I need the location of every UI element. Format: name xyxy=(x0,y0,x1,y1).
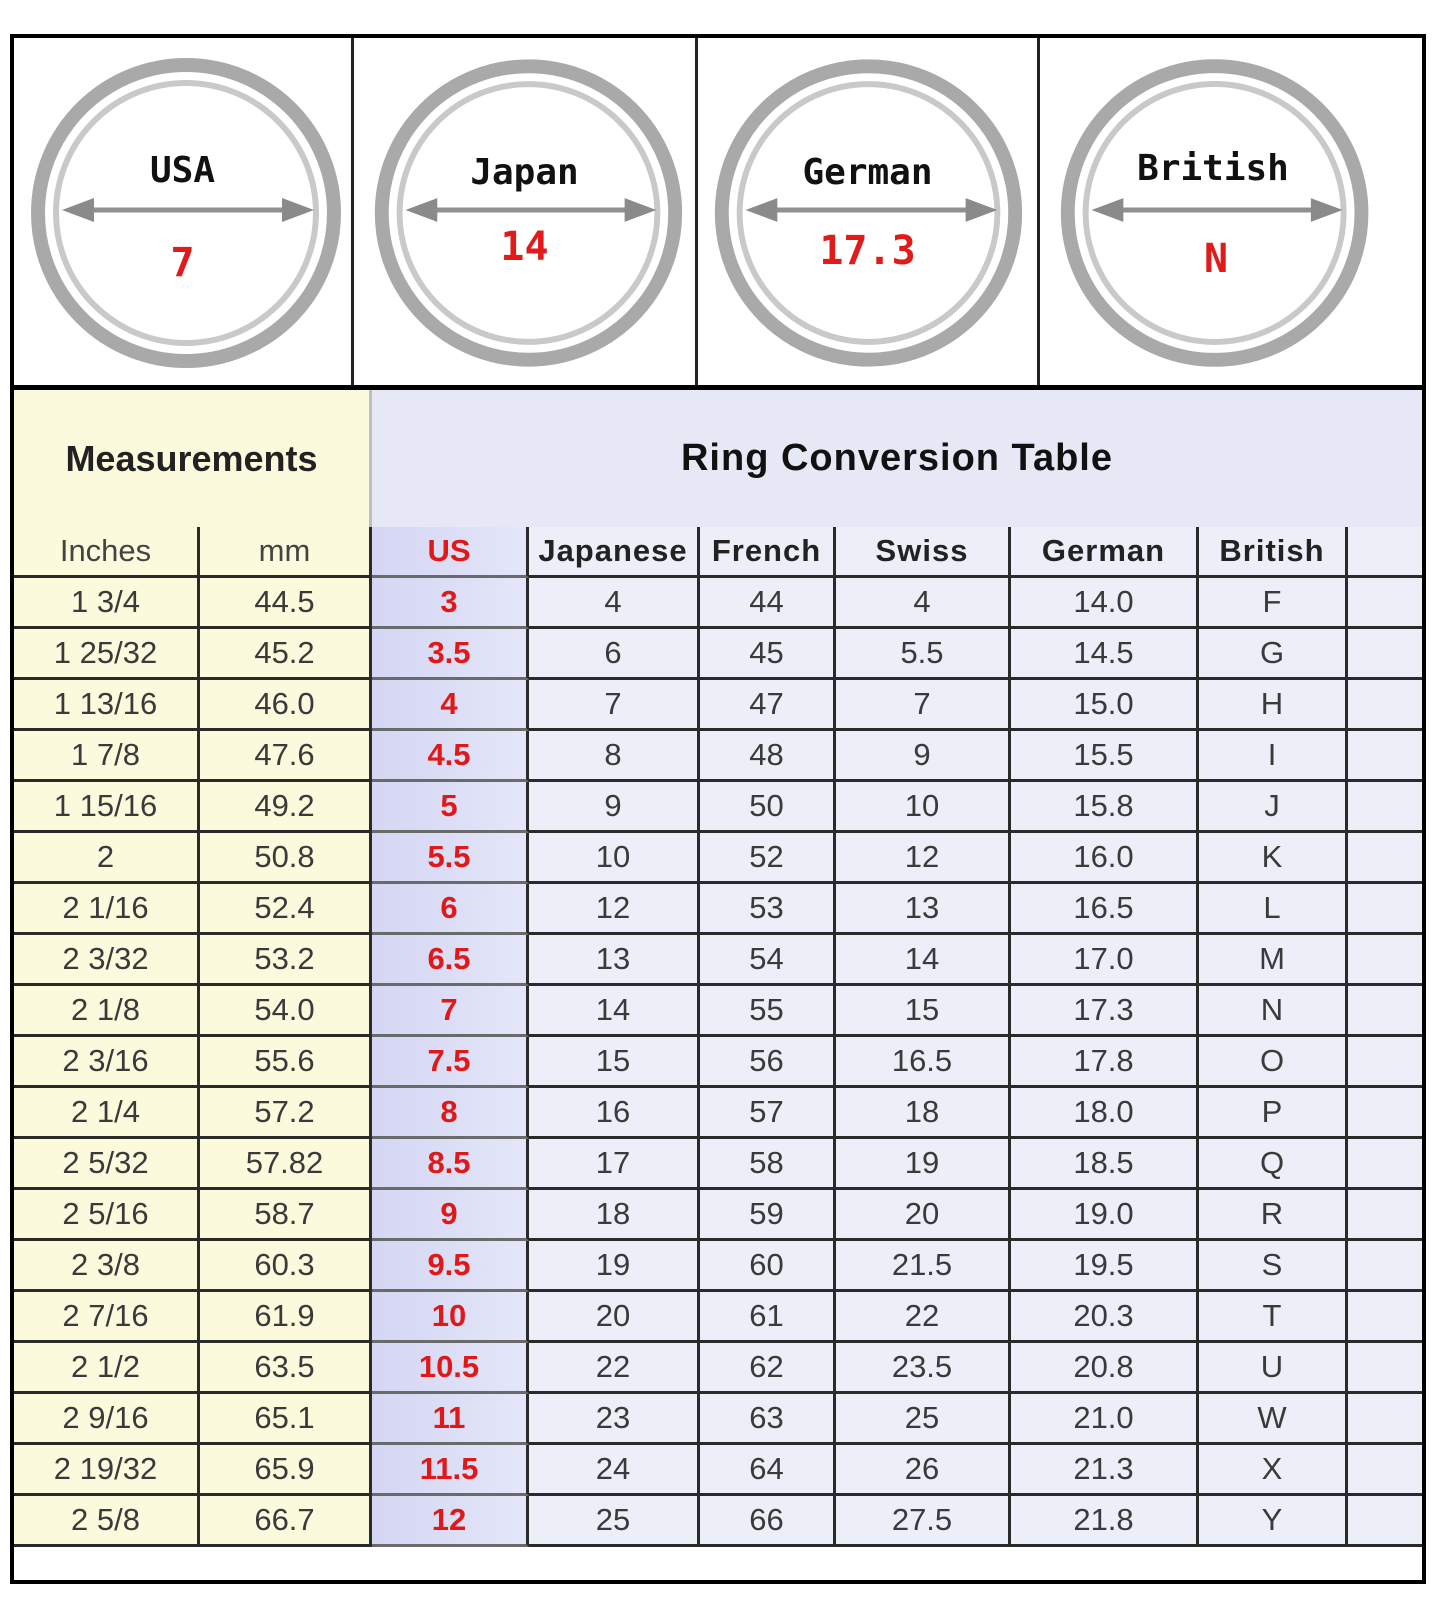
table-row xyxy=(14,1394,1422,1445)
column-spacer xyxy=(1348,1496,1422,1547)
british-size-cell: P xyxy=(1199,1088,1348,1139)
german-size-cell: 14.0 xyxy=(1011,578,1199,629)
british-size-cell: W xyxy=(1199,1394,1348,1445)
german-size-cell: 20.3 xyxy=(1011,1292,1199,1343)
swiss-size-cell: 13 xyxy=(836,884,1011,935)
inches-cell: 2 3/32 xyxy=(14,935,200,986)
column-spacer xyxy=(1348,1445,1422,1496)
table-row xyxy=(14,731,1422,782)
german-size-cell: 20.8 xyxy=(1011,1343,1199,1394)
swiss-size-cell: 25 xyxy=(836,1394,1011,1445)
japanese-size-cell: 10 xyxy=(529,833,700,884)
swiss-size-cell: 12 xyxy=(836,833,1011,884)
german-size-cell: 16.5 xyxy=(1011,884,1199,935)
german-size-cell: 16.0 xyxy=(1011,833,1199,884)
us-size-cell: 10.5 xyxy=(372,1343,529,1394)
us-size-cell: 7 xyxy=(372,986,529,1037)
swiss-size-cell: 21.5 xyxy=(836,1241,1011,1292)
german-size-cell: 21.3 xyxy=(1011,1445,1199,1496)
french-size-cell: 59 xyxy=(700,1190,836,1241)
ring-size-chart xyxy=(10,34,1426,1584)
swiss-size-cell: 23.5 xyxy=(836,1343,1011,1394)
mm-cell: 60.3 xyxy=(200,1241,372,1292)
british-size-cell: N xyxy=(1199,986,1348,1037)
british-size-cell: K xyxy=(1199,833,1348,884)
column-header-row xyxy=(14,527,1422,578)
french-size-cell: 50 xyxy=(700,782,836,833)
swiss-size-cell: 26 xyxy=(836,1445,1011,1496)
table-row xyxy=(14,1241,1422,1292)
us-size-cell: 6.5 xyxy=(372,935,529,986)
french-size-cell: 47 xyxy=(700,680,836,731)
column-spacer xyxy=(1348,527,1422,578)
british-size-cell: L xyxy=(1199,884,1348,935)
inches-cell: 2 1/4 xyxy=(14,1088,200,1139)
ring-diagram-british xyxy=(1037,38,1422,385)
us-size-cell: 5 xyxy=(372,782,529,833)
inches-cell: 2 9/16 xyxy=(14,1394,200,1445)
us-size-cell: 9.5 xyxy=(372,1241,529,1292)
japanese-size-cell: 24 xyxy=(529,1445,700,1496)
mm-cell: 57.82 xyxy=(200,1139,372,1190)
mm-cell: 65.9 xyxy=(200,1445,372,1496)
swiss-size-cell: 22 xyxy=(836,1292,1011,1343)
japanese-size-cell: 6 xyxy=(529,629,700,680)
column-spacer xyxy=(1348,782,1422,833)
us-size-cell: 7.5 xyxy=(372,1037,529,1088)
column-spacer xyxy=(1348,680,1422,731)
japanese-size-cell: 12 xyxy=(529,884,700,935)
japanese-size-cell: 4 xyxy=(529,578,700,629)
german-size-cell: 17.8 xyxy=(1011,1037,1199,1088)
table-row xyxy=(14,884,1422,935)
column-header-british: British xyxy=(1199,527,1348,578)
column-spacer xyxy=(1348,884,1422,935)
table-row xyxy=(14,1139,1422,1190)
british-size-cell: R xyxy=(1199,1190,1348,1241)
inches-cell: 1 3/4 xyxy=(14,578,200,629)
column-header-swiss: Swiss xyxy=(836,527,1011,578)
column-header-inches: Inches xyxy=(14,527,200,578)
mm-cell: 45.2 xyxy=(200,629,372,680)
swiss-size-cell: 14 xyxy=(836,935,1011,986)
column-header-french: French xyxy=(700,527,836,578)
table-row xyxy=(14,986,1422,1037)
ring-illustration xyxy=(698,38,1037,385)
mm-cell: 46.0 xyxy=(200,680,372,731)
table-title-row xyxy=(14,390,1422,527)
inches-cell: 2 1/16 xyxy=(14,884,200,935)
column-spacer xyxy=(1348,731,1422,782)
japanese-size-cell: 8 xyxy=(529,731,700,782)
us-size-cell: 9 xyxy=(372,1190,529,1241)
mm-cell: 47.6 xyxy=(200,731,372,782)
column-spacer xyxy=(1348,935,1422,986)
column-spacer xyxy=(1348,1292,1422,1343)
us-size-cell: 8.5 xyxy=(372,1139,529,1190)
table-row xyxy=(14,629,1422,680)
table-row xyxy=(14,578,1422,629)
inches-cell: 1 7/8 xyxy=(14,731,200,782)
inches-cell: 2 5/8 xyxy=(14,1496,200,1547)
british-size-cell: M xyxy=(1199,935,1348,986)
us-size-cell: 4 xyxy=(372,680,529,731)
british-size-cell: G xyxy=(1199,629,1348,680)
french-size-cell: 58 xyxy=(700,1139,836,1190)
table-title: Ring Conversion Table xyxy=(372,390,1422,527)
german-size-cell: 18.5 xyxy=(1011,1139,1199,1190)
british-size-cell: Q xyxy=(1199,1139,1348,1190)
column-spacer xyxy=(1348,578,1422,629)
us-size-cell: 12 xyxy=(372,1496,529,1547)
french-size-cell: 63 xyxy=(700,1394,836,1445)
british-size-cell: J xyxy=(1199,782,1348,833)
ring-country-label: USA xyxy=(149,150,216,191)
british-size-cell: U xyxy=(1199,1343,1348,1394)
inches-cell: 2 7/16 xyxy=(14,1292,200,1343)
inches-cell: 2 1/2 xyxy=(14,1343,200,1394)
swiss-size-cell: 9 xyxy=(836,731,1011,782)
us-size-cell: 8 xyxy=(372,1088,529,1139)
ring-country-label: German xyxy=(802,152,933,193)
ring-country-label: Japan xyxy=(470,152,579,193)
us-size-cell: 3.5 xyxy=(372,629,529,680)
table-row xyxy=(14,1088,1422,1139)
mm-cell: 44.5 xyxy=(200,578,372,629)
french-size-cell: 64 xyxy=(700,1445,836,1496)
mm-cell: 54.0 xyxy=(200,986,372,1037)
french-size-cell: 55 xyxy=(700,986,836,1037)
column-spacer xyxy=(1348,629,1422,680)
german-size-cell: 18.0 xyxy=(1011,1088,1199,1139)
swiss-size-cell: 10 xyxy=(836,782,1011,833)
table-row xyxy=(14,1037,1422,1088)
mm-cell: 63.5 xyxy=(200,1343,372,1394)
inches-cell: 1 25/32 xyxy=(14,629,200,680)
inches-cell: 2 3/8 xyxy=(14,1241,200,1292)
french-size-cell: 56 xyxy=(700,1037,836,1088)
mm-cell: 58.7 xyxy=(200,1190,372,1241)
column-spacer xyxy=(1348,1139,1422,1190)
british-size-cell: O xyxy=(1199,1037,1348,1088)
japanese-size-cell: 14 xyxy=(529,986,700,1037)
ring-diagram-japan xyxy=(351,38,695,385)
german-size-cell: 19.0 xyxy=(1011,1190,1199,1241)
column-spacer xyxy=(1348,1088,1422,1139)
german-size-cell: 15.8 xyxy=(1011,782,1199,833)
inches-cell: 2 5/16 xyxy=(14,1190,200,1241)
german-size-cell: 17.3 xyxy=(1011,986,1199,1037)
japanese-size-cell: 17 xyxy=(529,1139,700,1190)
column-spacer xyxy=(1348,833,1422,884)
japanese-size-cell: 23 xyxy=(529,1394,700,1445)
french-size-cell: 60 xyxy=(700,1241,836,1292)
british-size-cell: Y xyxy=(1199,1496,1348,1547)
us-size-cell: 6 xyxy=(372,884,529,935)
german-size-cell: 21.8 xyxy=(1011,1496,1199,1547)
swiss-size-cell: 27.5 xyxy=(836,1496,1011,1547)
british-size-cell: I xyxy=(1199,731,1348,782)
french-size-cell: 53 xyxy=(700,884,836,935)
table-row xyxy=(14,935,1422,986)
inches-cell: 2 19/32 xyxy=(14,1445,200,1496)
german-size-cell: 21.0 xyxy=(1011,1394,1199,1445)
french-size-cell: 54 xyxy=(700,935,836,986)
swiss-size-cell: 18 xyxy=(836,1088,1011,1139)
japanese-size-cell: 13 xyxy=(529,935,700,986)
japanese-size-cell: 7 xyxy=(529,680,700,731)
mm-cell: 50.8 xyxy=(200,833,372,884)
japanese-size-cell: 19 xyxy=(529,1241,700,1292)
japanese-size-cell: 22 xyxy=(529,1343,700,1394)
swiss-size-cell: 16.5 xyxy=(836,1037,1011,1088)
ring-size-value: 7 xyxy=(170,240,195,286)
swiss-size-cell: 19 xyxy=(836,1139,1011,1190)
ring-diagram-german xyxy=(695,38,1037,385)
japanese-size-cell: 20 xyxy=(529,1292,700,1343)
german-size-cell: 15.5 xyxy=(1011,731,1199,782)
british-size-cell: F xyxy=(1199,578,1348,629)
column-spacer xyxy=(1348,1190,1422,1241)
french-size-cell: 52 xyxy=(700,833,836,884)
us-size-cell: 5.5 xyxy=(372,833,529,884)
german-size-cell: 15.0 xyxy=(1011,680,1199,731)
mm-cell: 57.2 xyxy=(200,1088,372,1139)
us-size-cell: 10 xyxy=(372,1292,529,1343)
column-header-us: US xyxy=(372,527,529,578)
ring-size-value: 17.3 xyxy=(819,228,916,274)
column-header-mm: mm xyxy=(200,527,372,578)
swiss-size-cell: 5.5 xyxy=(836,629,1011,680)
us-size-cell: 3 xyxy=(372,578,529,629)
british-size-cell: T xyxy=(1199,1292,1348,1343)
mm-cell: 49.2 xyxy=(200,782,372,833)
column-header-japanese: Japanese xyxy=(529,527,700,578)
ring-country-label: British xyxy=(1137,148,1289,189)
column-spacer xyxy=(1348,1394,1422,1445)
ring-illustration xyxy=(14,38,351,385)
table-row xyxy=(14,680,1422,731)
swiss-size-cell: 15 xyxy=(836,986,1011,1037)
mm-cell: 55.6 xyxy=(200,1037,372,1088)
french-size-cell: 48 xyxy=(700,731,836,782)
inches-cell: 1 15/16 xyxy=(14,782,200,833)
german-size-cell: 17.0 xyxy=(1011,935,1199,986)
japanese-size-cell: 15 xyxy=(529,1037,700,1088)
mm-cell: 66.7 xyxy=(200,1496,372,1547)
mm-cell: 61.9 xyxy=(200,1292,372,1343)
column-spacer xyxy=(1348,986,1422,1037)
inches-cell: 2 5/32 xyxy=(14,1139,200,1190)
us-size-cell: 11.5 xyxy=(372,1445,529,1496)
french-size-cell: 66 xyxy=(700,1496,836,1547)
inches-cell: 2 xyxy=(14,833,200,884)
table-row xyxy=(14,1343,1422,1394)
swiss-size-cell: 4 xyxy=(836,578,1011,629)
ring-illustration xyxy=(354,38,695,385)
japanese-size-cell: 18 xyxy=(529,1190,700,1241)
japanese-size-cell: 16 xyxy=(529,1088,700,1139)
german-size-cell: 19.5 xyxy=(1011,1241,1199,1292)
column-spacer xyxy=(1348,1037,1422,1088)
ring-diagram-usa xyxy=(14,38,351,385)
british-size-cell: S xyxy=(1199,1241,1348,1292)
french-size-cell: 61 xyxy=(700,1292,836,1343)
ring-size-value: 14 xyxy=(500,224,549,270)
mm-cell: 65.1 xyxy=(200,1394,372,1445)
us-size-cell: 11 xyxy=(372,1394,529,1445)
inches-cell: 2 1/8 xyxy=(14,986,200,1037)
mm-cell: 52.4 xyxy=(200,884,372,935)
french-size-cell: 62 xyxy=(700,1343,836,1394)
table-row xyxy=(14,782,1422,833)
inches-cell: 2 3/16 xyxy=(14,1037,200,1088)
table-row xyxy=(14,1190,1422,1241)
german-size-cell: 14.5 xyxy=(1011,629,1199,680)
french-size-cell: 44 xyxy=(700,578,836,629)
french-size-cell: 57 xyxy=(700,1088,836,1139)
measurements-heading: Measurements xyxy=(14,390,372,527)
japanese-size-cell: 25 xyxy=(529,1496,700,1547)
column-spacer xyxy=(1348,1241,1422,1292)
table-row xyxy=(14,1292,1422,1343)
us-size-cell: 4.5 xyxy=(372,731,529,782)
inches-cell: 1 13/16 xyxy=(14,680,200,731)
ring-illustration xyxy=(1040,38,1422,385)
table-row xyxy=(14,1445,1422,1496)
british-size-cell: H xyxy=(1199,680,1348,731)
table-row xyxy=(14,833,1422,884)
swiss-size-cell: 20 xyxy=(836,1190,1011,1241)
swiss-size-cell: 7 xyxy=(836,680,1011,731)
mm-cell: 53.2 xyxy=(200,935,372,986)
table-row xyxy=(14,1496,1422,1547)
british-size-cell: X xyxy=(1199,1445,1348,1496)
french-size-cell: 45 xyxy=(700,629,836,680)
column-spacer xyxy=(1348,1343,1422,1394)
japanese-size-cell: 9 xyxy=(529,782,700,833)
column-header-german: German xyxy=(1011,527,1199,578)
ring-diagram-strip xyxy=(14,38,1422,390)
ring-size-value: N xyxy=(1203,236,1229,282)
